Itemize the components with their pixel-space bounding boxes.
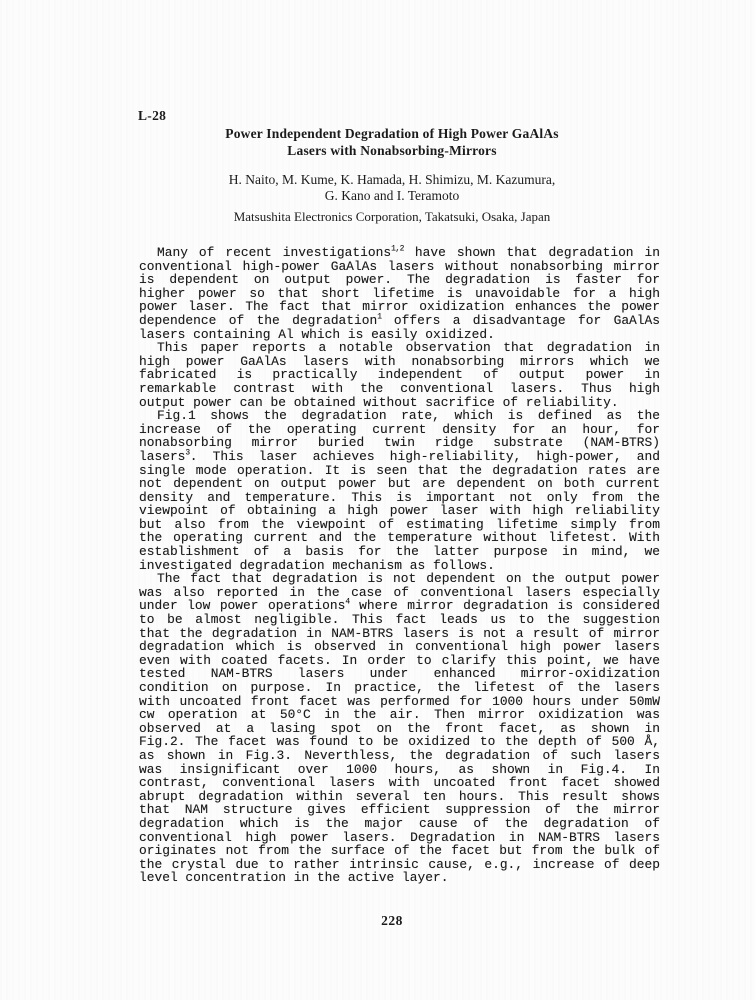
text-line: cw operation at 50°C in the air. Then mirror oxidization was [139,707,660,723]
text-line: observed at a lasing spot on the front facet, as shown in [139,720,660,736]
paragraph [139,341,660,409]
body-paragraphs [139,246,660,885]
text-line: condition on purpose. In practice, the lifetest of the lasers [139,680,660,695]
text-line: single mode operation. It is seen that the degradation rates are [139,462,660,478]
author-list [30,172,754,203]
paper-number-label: L-28 [138,108,167,123]
text-line: is dependent on output power. The degradation is faster for [139,272,660,288]
text-line: dependence of the degradation$^1$ offers a disadvantage for GaAlAs [139,312,660,328]
text-line: lasers$^3$. This laser achieves high-reliability, high-power, and [139,448,660,464]
text-line: was also reported in the case of conventional lasers especially [139,584,660,600]
text-line: nonabsorbing mirror buried twin ridge substrate (NAM-BTRS) [139,435,660,451]
paragraph [139,246,660,341]
text-line: was insignificant over 1000 hours, as shown in Fig.4. In [139,761,660,777]
text-line: Fig.1 shows the degradation rate, which is defined as the [157,408,660,424]
text-line: tested NAM-BTRS lasers under enhanced mirror-oxidization [139,666,660,682]
text-line: level concentration in the active layer. [139,870,449,886]
text-line: density and temperature. This is important not only from the [139,489,660,505]
text-line: This paper reports a notable observation that degradation in [157,340,660,356]
text-line: that NAM structure gives efficient suppression of the mirror [139,802,660,818]
paragraph [139,409,660,572]
text-line: originates not from the surface of the facet but from the bulk of [139,843,660,859]
text-line: higher power so that short lifetime is unavoidable for a high [139,285,660,301]
text-line: the operating current and the temperature without lifetest. With [139,530,660,546]
text-line: fabricated is practically independent of output power in [139,367,660,383]
text-line: Many of recent investigations$^{1,2}$ have shown that degradation in [157,244,660,260]
text-line: viewpoint of obtaining a high power laser with high reliability [139,503,660,519]
paper-title [30,126,754,159]
text-line: that the degradation in NAM-BTRS lasers is not a result of mirror [139,625,660,641]
text-line: conventional high power lasers. Degradation in NAM-BTRS lasers [139,829,660,845]
text-line: increase of the operating current density for an hour, for [139,421,660,437]
text-line: degradation which is observed in conventional high power lasers [139,639,660,655]
text-line: but also from the viewpoint of estimating lifetime simply from [139,516,660,532]
text-line: contrast, conventional lasers with uncoated front facet showed [139,775,660,791]
text-line: the crystal due to rather intrinsic cause, e.g., increase of deep [139,856,660,872]
text-line: abrupt degradation within several ten hours. This result shows [139,788,660,804]
text-line: output power can be obtained without sacrifice of reliability. [139,394,619,410]
text-line: as shown in Fig.3. Neverthless, the degradation of such lasers [139,747,660,763]
text-line: degradation which is the major cause of the degradation of [139,815,660,831]
text-line: not dependent on output power but are dependent on both current [139,476,660,492]
text-line: remarkable contrast with the conventional lasers. Thus high [139,380,660,396]
authors-line-1: H. Naito, M. Kume, K. Hamada, H. Shimizu, M. Kazumura, [228,172,556,187]
text-line: The fact that degradation is not dependent on the output power [157,571,660,587]
paper-header [30,126,754,225]
text-line: under low power operations$^4$ where mirror degradation is considered [139,598,660,614]
authors-line-2: G. Kano and I. Teramoto [324,187,460,203]
text-line: high power GaAlAs lasers with nonabsorbing mirrors which we [139,353,660,369]
paragraph [139,572,660,885]
title-line-1: Power Independent Degradation of High Power GaAlAs [225,126,559,141]
text-line: with uncoated front facet was performed for 1000 hours under 50mW [139,693,660,709]
page-number: 228 [381,913,403,928]
text-line: investigated degradation mechanism as follows. [139,557,495,573]
text-line: Fig.2. The facet was found to be oxidized to the depth of 500 Å, [139,734,660,750]
text-line: conventional high-power GaAlAs lasers without nonabsorbing mirror [139,258,660,274]
text-line: to be almost negligible. This fact leads us to the suggestion [139,612,660,628]
text-line: establishment of a basis for the latter purpose in mind, we [139,544,660,560]
affiliation: Matsushita Electronics Corporation, Takatsuki, Osaka, Japan [233,209,551,224]
text-line: even with coated facets. In order to clarify this point, we have [139,652,660,668]
text-line: lasers containing Al which is easily oxidized. [139,326,495,342]
title-line-2: Lasers with Nonabsorbing-Mirrors [287,142,497,158]
text-line: power laser. The fact that mirror oxidization enhances the power [139,299,660,315]
